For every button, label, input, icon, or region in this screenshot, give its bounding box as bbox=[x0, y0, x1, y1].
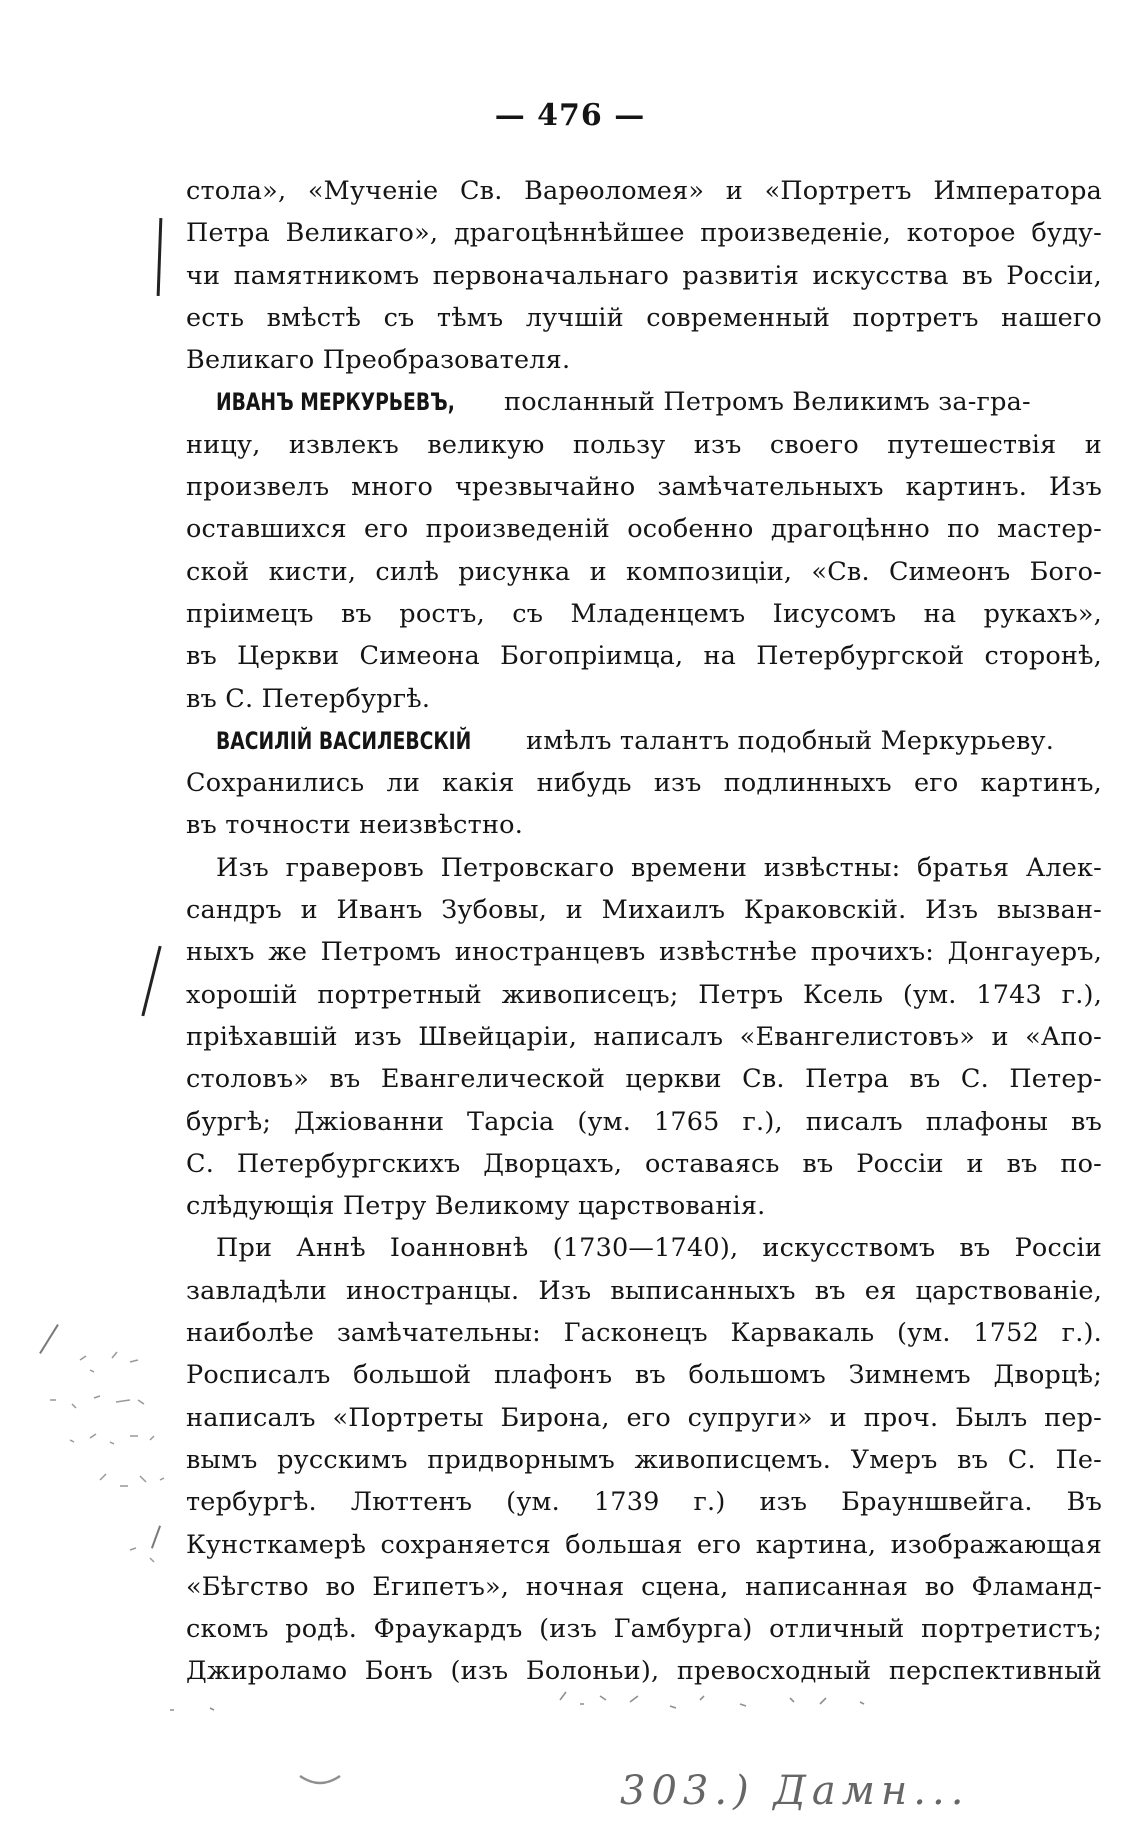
text-line: произвелъ много чрезвычайно замѣчательныхъ картинъ. Изъ bbox=[186, 472, 1102, 503]
text-column bbox=[186, 170, 1102, 1693]
text-line: Кунсткамерѣ сохраняется большая его картина, изображающая bbox=[186, 1529, 1102, 1560]
margin-scribble bbox=[20, 1300, 200, 1620]
text-line: вымъ русскимъ придворнымъ живописцемъ. Умеръ въ С. Пе- bbox=[186, 1444, 1102, 1475]
text-line: пріѣхавшій изъ Швейцаріи, написалъ «Евангелистовъ» и «Апо- bbox=[186, 1021, 1102, 1052]
handwritten-note: 303.) Дамн... bbox=[620, 1768, 970, 1814]
text-line: сандръ и Иванъ Зубовы, и Михаилъ Краковскій. Изъ вызван- bbox=[186, 895, 1102, 926]
text-line: бургѣ; Джіованни Тарсіа (ум. 1765 г.), писалъ плафоны въ bbox=[186, 1106, 1102, 1137]
text-line-rest: посланный Петромъ Великимъ за-гра- bbox=[504, 387, 1031, 418]
text-line: въ С. Петербургѣ. bbox=[186, 683, 431, 714]
text-line: Джироламо Бонъ (изъ Болоньи), превосходный перспективный bbox=[186, 1656, 1102, 1687]
text-line: ской кисти, силѣ рисунка и композиціи, «Св. Симеонъ Бого- bbox=[186, 556, 1102, 587]
text-line: завладѣли иностранцы. Изъ выписанныхъ въ ея царствованіе, bbox=[186, 1275, 1102, 1306]
paragraph bbox=[186, 1227, 1102, 1692]
paragraph bbox=[186, 847, 1102, 1228]
text-line: скомъ родѣ. Фраукардъ (изъ Гамбурга) отличный портретистъ; bbox=[186, 1614, 1102, 1645]
text-line: Изъ граверовъ Петровскаго времени извѣстны: братья Алек- bbox=[216, 852, 1102, 883]
bottom-pencil-scribble bbox=[150, 1680, 1050, 1840]
text-line: чи памятникомъ первоначальнаго развитія искусства въ Россіи, bbox=[186, 260, 1102, 291]
text-line: хорошій портретный живописецъ; Петръ Ксель (ум. 1743 г.), bbox=[186, 979, 1102, 1010]
text-line: наиболѣе замѣчательны: Гасконецъ Карвакаль (ум. 1752 г.). bbox=[186, 1318, 1102, 1349]
text-line: столовъ» въ Евангелической церкви Св. Петра въ С. Петер- bbox=[186, 1064, 1102, 1095]
text-line: тербургѣ. Люттенъ (ум. 1739 г.) изъ Брауншвейга. Въ bbox=[186, 1487, 1102, 1518]
margin-bracket-mark bbox=[157, 218, 163, 296]
text-line: оставшихся его произведеній особенно драгоцѣнно по мастер- bbox=[186, 514, 1102, 545]
text-line bbox=[186, 720, 1102, 762]
text-line: Сохранились ли какія нибудь изъ подлинныхъ его картинъ, bbox=[186, 768, 1102, 799]
margin-slash-mark bbox=[141, 946, 161, 1017]
text-line-rest: имѣлъ талантъ подобный Меркурьеву. bbox=[526, 725, 1055, 756]
page-number: — 476 — bbox=[494, 98, 646, 133]
person-name-heading: ИВАНЪ МЕРКУРЬЕВЪ, bbox=[216, 388, 455, 417]
text-line: Росписалъ большой плафонъ въ большомъ Зимнемъ Дворцѣ; bbox=[186, 1360, 1102, 1391]
paragraph bbox=[186, 381, 1102, 719]
text-line: есть вмѣстѣ съ тѣмъ лучшій современный портретъ нашего bbox=[186, 302, 1102, 333]
paragraph bbox=[186, 720, 1102, 847]
text-line: пріимецъ въ ростъ, съ Младенцемъ Іисусомъ на рукахъ», bbox=[186, 598, 1102, 629]
paragraph bbox=[186, 170, 1102, 381]
text-line: ныхъ же Петромъ иностранцевъ извѣстнѣе прочихъ: Донгауеръ, bbox=[186, 937, 1102, 968]
person-name-heading: ВАСИЛІЙ ВАСИЛЕВСКІЙ bbox=[216, 726, 472, 755]
text-line: С. Петербургскихъ Дворцахъ, оставаясь въ Россіи и въ по- bbox=[186, 1148, 1102, 1179]
text-line: «Бѣгство во Египетъ», ночная сцена, написанная во Фламанд- bbox=[186, 1571, 1102, 1602]
text-line: въ точности неизвѣстно. bbox=[186, 810, 524, 841]
text-line: Петра Великаго», драгоцѣннѣйшее произведеніе, которое буду- bbox=[186, 218, 1102, 249]
text-line: При Аннѣ Іоанновнѣ (1730—1740), искусствомъ въ Россіи bbox=[216, 1233, 1102, 1264]
text-line bbox=[186, 381, 1102, 423]
text-line: написалъ «Портреты Бирона, его супруги» и проч. Былъ пер- bbox=[186, 1402, 1102, 1433]
text-line: въ Церкви Симеона Богопріимца, на Петербургской сторонѣ, bbox=[186, 641, 1102, 672]
text-line: Великаго Преобразователя. bbox=[186, 345, 571, 376]
text-line: ницу, извлекъ великую пользу изъ своего путешествія и bbox=[186, 429, 1102, 460]
text-line: слѣдующія Петру Великому царствованія. bbox=[186, 1191, 766, 1222]
text-line: стола», «Мученіе Св. Варѳоломея» и «Портретъ Императора bbox=[186, 176, 1102, 206]
